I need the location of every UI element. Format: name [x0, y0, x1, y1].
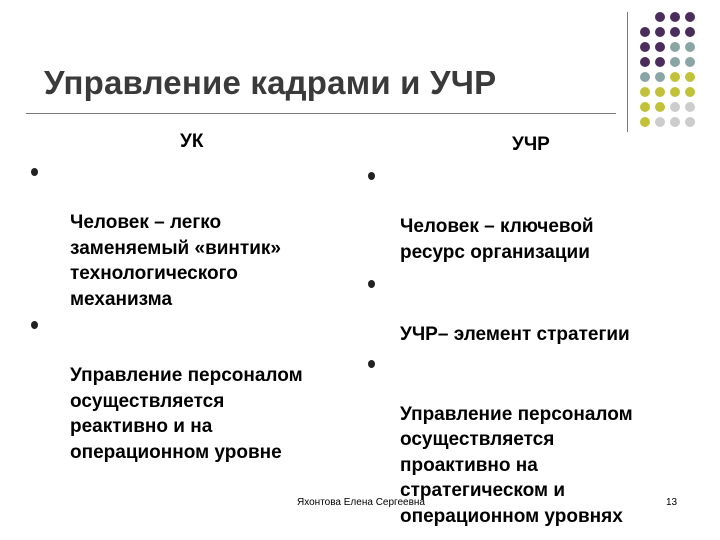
decorative-dot: [670, 12, 680, 22]
right-column-list: [400, 163, 700, 529]
decorative-dot: [670, 57, 680, 67]
decorative-dot: [670, 72, 680, 82]
list-item-text: Человек – ключевой ресурс организации: [400, 216, 594, 263]
decorative-dot: [685, 117, 695, 127]
decorative-dot: [685, 57, 695, 67]
bullet-icon: [368, 360, 375, 368]
slide-title: Управление кадрами и УЧР: [44, 64, 497, 101]
decorative-dot: [685, 87, 695, 97]
decorative-dot: [685, 72, 695, 82]
page-number: 13: [666, 497, 678, 508]
list-item: [70, 312, 360, 465]
decorative-dot: [640, 117, 650, 127]
decorative-dot: [685, 27, 695, 37]
decorative-dot: [640, 87, 650, 97]
decorative-dot: [670, 87, 680, 97]
bullet-icon: [368, 172, 375, 180]
title-underline: [26, 113, 616, 114]
list-item-text: Управление персоналом осуществляется реактивно и на операционном уровне: [70, 365, 303, 463]
decorative-dot: [640, 72, 650, 82]
footer-author: Яхонтова Елена Сергеевна: [297, 497, 425, 508]
decorative-dot: [640, 57, 650, 67]
vertical-divider: [627, 12, 628, 132]
bullet-icon: [31, 321, 38, 329]
decorative-dot: [655, 27, 665, 37]
right-column-heading: УЧР: [512, 134, 550, 155]
decorative-dot: [670, 42, 680, 52]
decorative-dot: [685, 102, 695, 112]
left-column-heading: УК: [180, 131, 204, 152]
list-item-text: УЧР– элемент стратегии: [400, 324, 630, 345]
decorative-dot: [655, 102, 665, 112]
list-item: [400, 163, 700, 265]
decorative-dot: [685, 42, 695, 52]
list-item: [70, 159, 360, 312]
list-item: [400, 351, 700, 530]
list-item: [400, 271, 700, 348]
decorative-dot: [655, 42, 665, 52]
decorative-dot: [640, 42, 650, 52]
decorative-dot: [670, 102, 680, 112]
decorative-dot: [670, 27, 680, 37]
list-item-text: Человек – легко заменяемый «винтик» технологического механизма: [70, 212, 281, 310]
list-item-text: Управление персоналом осуществляется проактивно на стратегическом и операционном уровнях: [400, 403, 633, 527]
decorative-dot: [655, 57, 665, 67]
decorative-dot: [655, 72, 665, 82]
decorative-dot: [655, 87, 665, 97]
left-column-list: [70, 159, 360, 465]
decorative-dot: [655, 117, 665, 127]
decorative-dot: [685, 12, 695, 22]
decorative-dot: [640, 102, 650, 112]
bullet-icon: [368, 280, 375, 288]
decorative-dot: [640, 27, 650, 37]
decorative-dot: [670, 117, 680, 127]
bullet-icon: [31, 168, 38, 176]
decorative-dot: [655, 12, 665, 22]
